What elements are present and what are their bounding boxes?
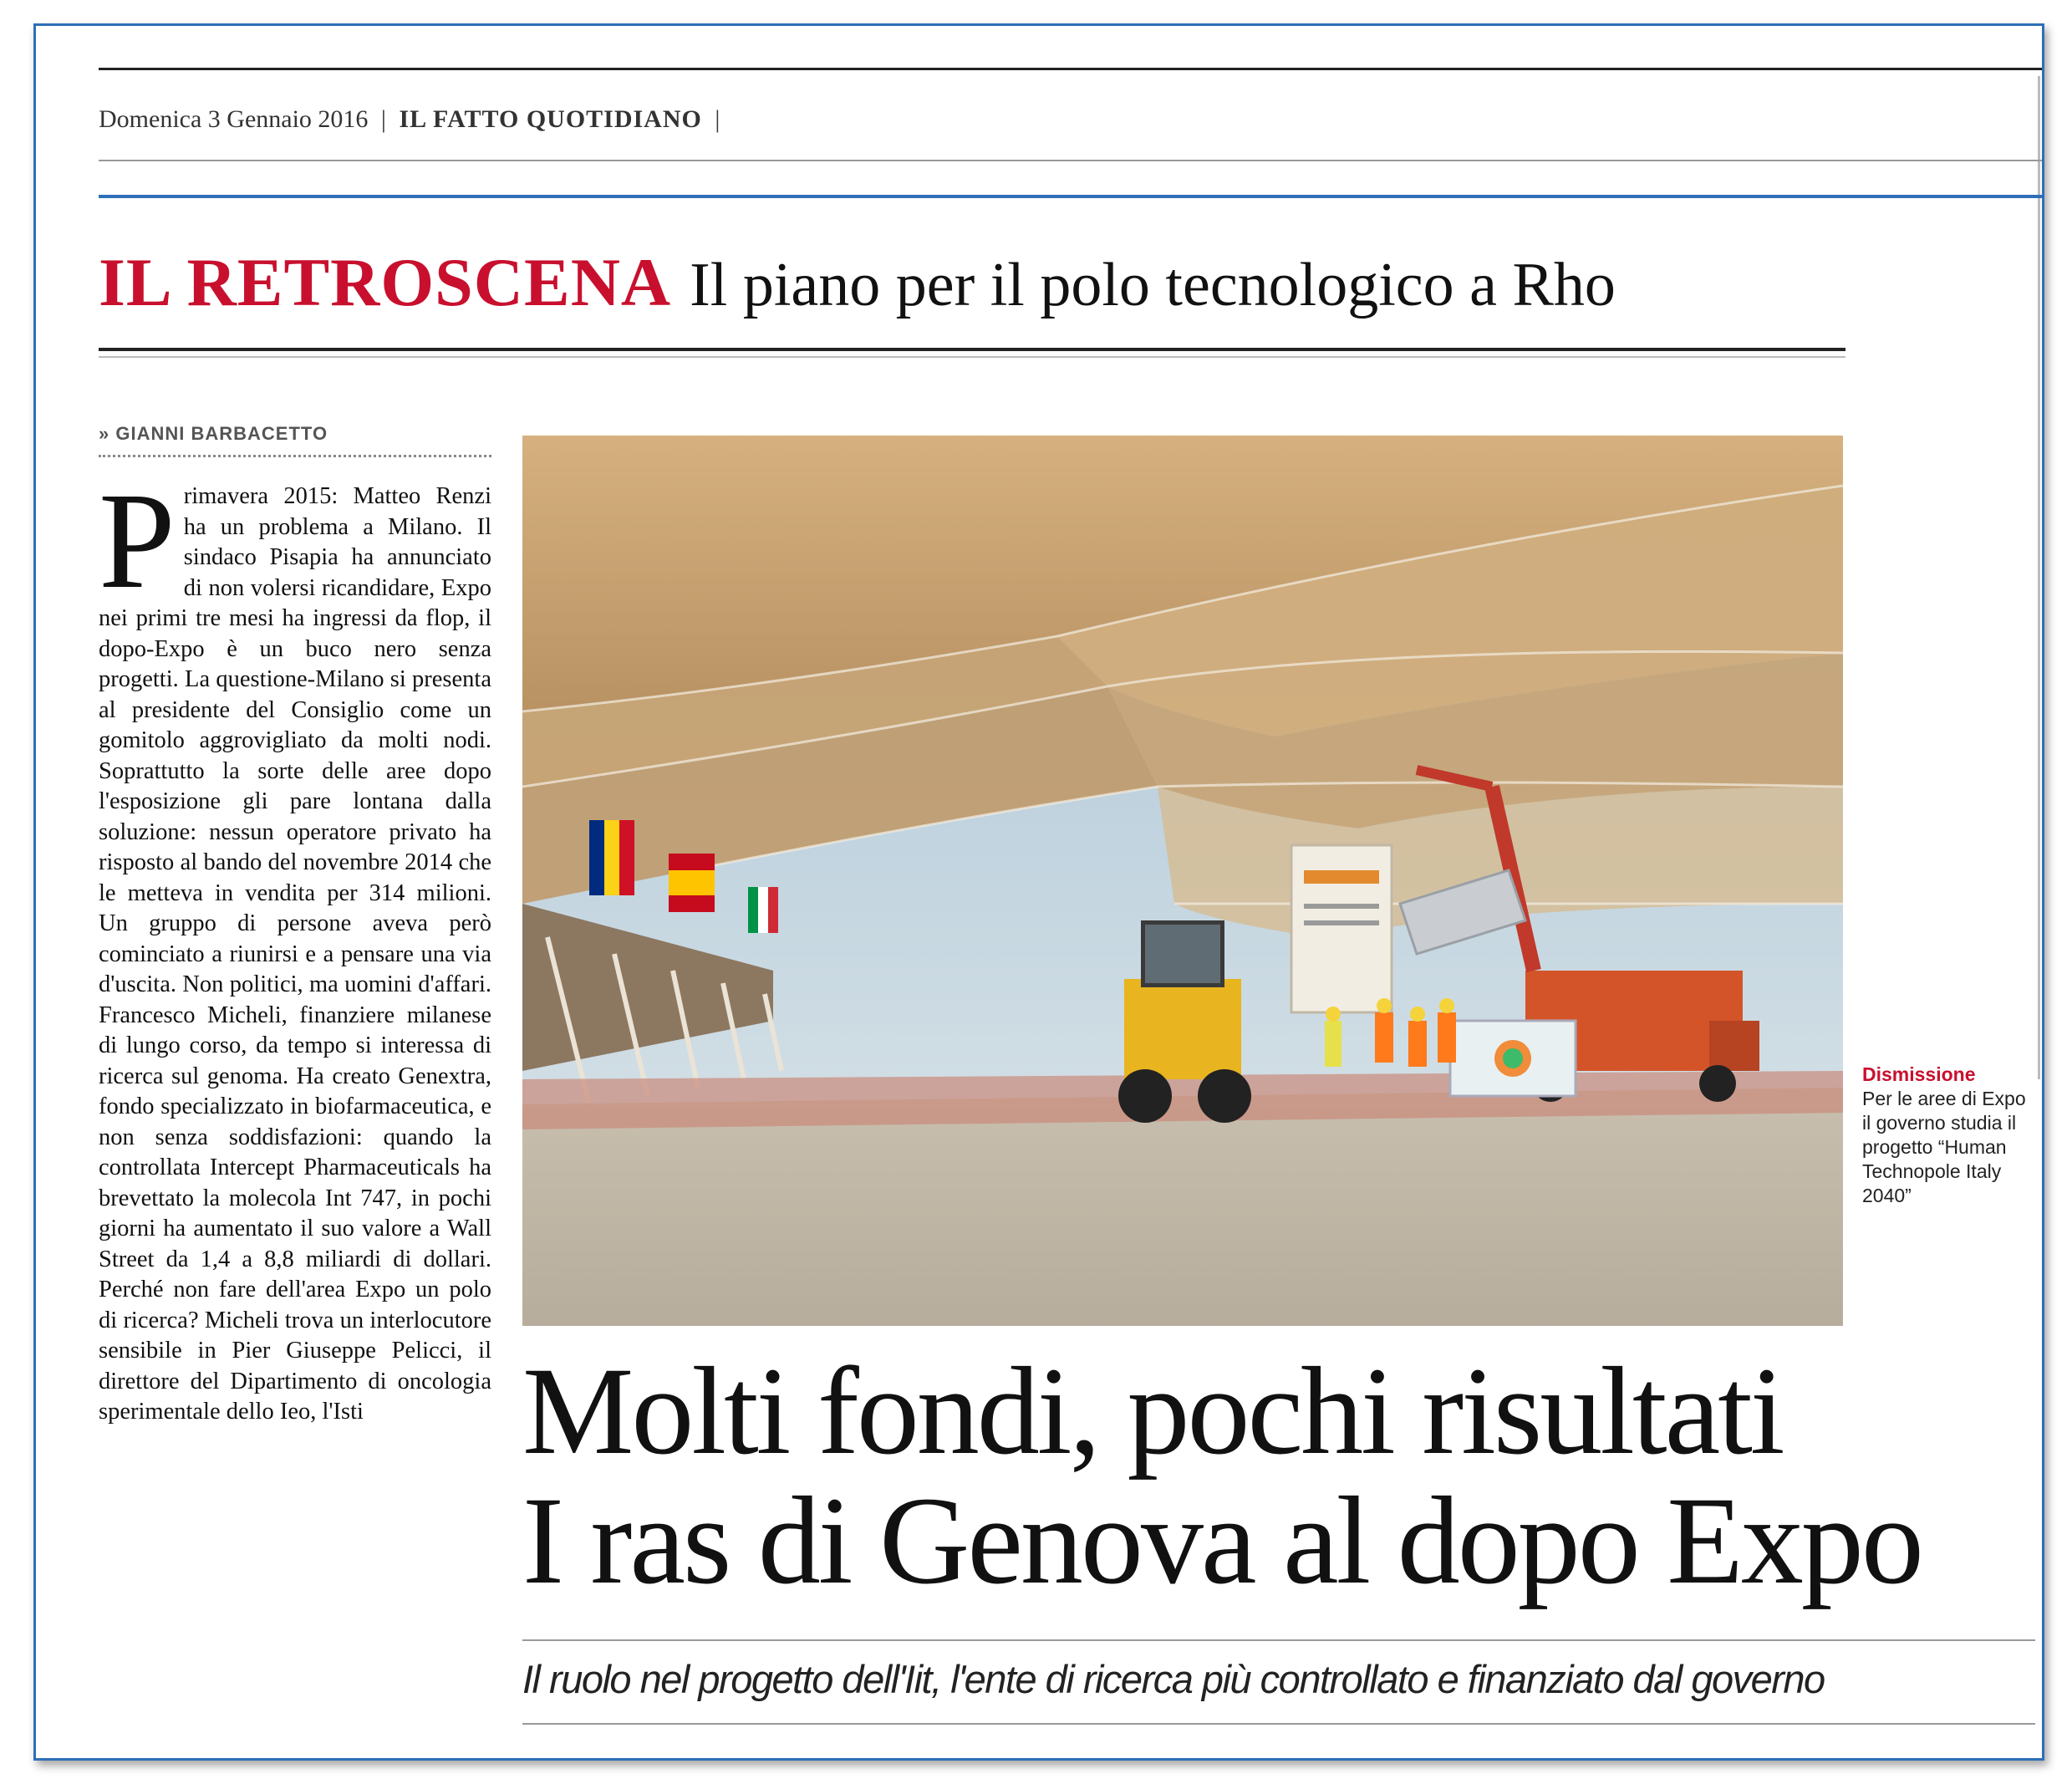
- caption-title: Dismissione: [1862, 1063, 1976, 1085]
- dropcap: P: [99, 482, 176, 617]
- page-header: [99, 105, 726, 134]
- article-text: rimavera 2015: Matteo Renzi ha un problema a Milano. Il sindaco Pisapia ha annunciato di non volersi ricandidare, Expo nei primi tre mesi ha ingressi da flop, il dopo-Expo è un buco nero senza progetti. La questione-Milano si presenta al presidente del Consiglio come un gomitolo aggrovigliato da molti nodi. Soprattutto la sorte delle aree dopo l'esposizione gli pare lontana dalla soluzione: nessun operatore privato ha risposto al bando del novembre 2014 che le metteva in vendita per 314 milioni. Un gruppo di persone aveva però cominciato a riunirsi e a pensare una via d'uscita. Non politici, ma uomini d'affari. Francesco Micheli, finanziere milanese di lungo corso, da tempo si interessa di ricerca sul genoma. Ha creato Genextra, fondo specializzato in biofarmaceutica, e non senza soddisfazioni: quando la controllata Intercept Pharmaceuticals ha brevettato la molecola Int 747, in pochi giorni ha aumentato il suo valore a Wall Street da 1,4 a 8,8 miliardi di dollari. Perché non fare dell'area Expo un polo di ricerca? Micheli trova un interlocutore sensibile in Pier Giuseppe Pelicci, il direttore del Dipartimento di oncologia sperimentale dello Ieo, l'Isti: [99, 483, 491, 1425]
- subhead-rule-bottom: [522, 1723, 2035, 1725]
- article-body: [99, 482, 491, 1428]
- subheadline: Il ruolo nel progetto dell'Iit, l'ente di ricerca più controllato e finanziato dal governo: [522, 1657, 1825, 1701]
- kicker-rule-light: [99, 356, 1845, 358]
- top-rule: [99, 68, 2044, 70]
- issue-date: Domenica 3 Gennaio 2016: [99, 105, 369, 133]
- header-separator: |: [380, 105, 386, 133]
- expo-photo: [522, 436, 1843, 1326]
- byline: » GIANNI BARBACETTO: [99, 423, 328, 444]
- section-rule: [99, 195, 2044, 198]
- kicker-deck: Il piano per il polo tecnologico a Rho: [690, 251, 1616, 319]
- header-rule: [99, 160, 2044, 161]
- kicker: [99, 243, 1616, 322]
- page-edge: [2038, 76, 2040, 1079]
- byline-divider: [99, 455, 491, 457]
- newspaper-page: [33, 23, 2044, 1761]
- kicker-tag: IL RETROSCENA: [99, 244, 672, 320]
- headline-line-2: I ras di Genova al dopo Expo: [522, 1471, 1922, 1610]
- newspaper-name: IL FATTO QUOTIDIANO: [399, 105, 702, 133]
- article-column: [99, 482, 491, 1731]
- caption-text: Per le aree di Expo il governo studia il progetto “Human Technopole Italy 2040”: [1862, 1088, 2026, 1206]
- kicker-rule: [99, 348, 1845, 351]
- headline: [522, 1342, 1922, 1610]
- header-separator-end: |: [715, 105, 720, 133]
- photo-caption: [1862, 1063, 2029, 1208]
- headline-line-1: Molti fondi, pochi risultati: [522, 1342, 1783, 1481]
- subhead-rule-top: [522, 1639, 2035, 1641]
